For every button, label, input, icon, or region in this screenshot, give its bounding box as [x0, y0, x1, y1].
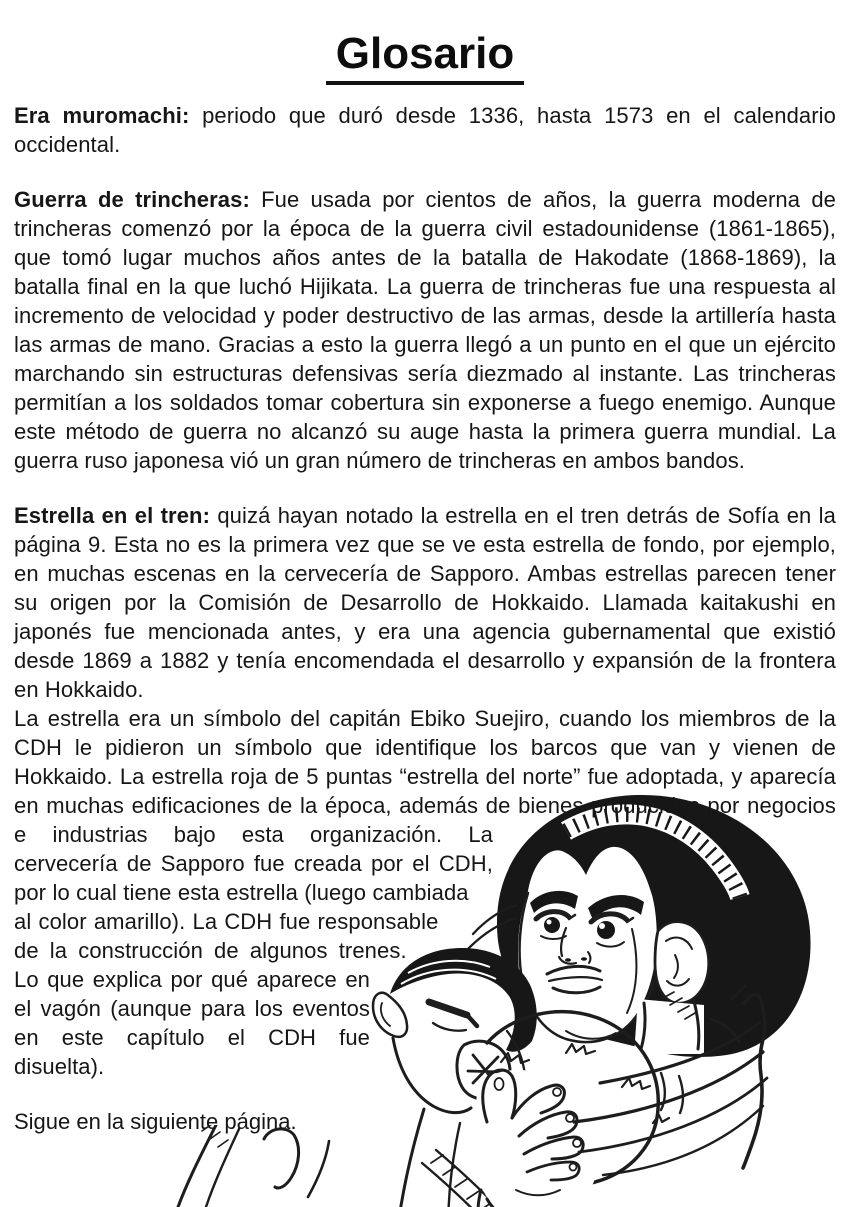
entry-definition: Fue usada por cientos de años, la guerra moderna de trincheras comenzó por la época de la guerra civil estadounidense (1861-1865), que tomó lugar muchos años antes de la batalla de Hakodate (1868-1869), la batalla final en la que luchó Hijikata. La guerra de trincheras fue una respuesta al incremento de velocidad y poder destructivo de las armas, desde la artillería hasta las armas de mano. Gracias a esto la guerra llegó a un punto en el que un ejército marchando sin estructuras defensivas sería diezmado al instante. Las trincheras permitían a los soldados tomar cobertura sin exponerse a fuego enemigo. Aunque este método de guerra no alcanzó su auge hasta la primera guerra mundial. La guerra ruso japonesa vió un gran número de trincheras en ambos bandos. [14, 186, 836, 473]
entry-definition-part1: quizá hayan notado la estrella en el tren detrás de Sofía en la página 9. Esta no es la primera vez que se ve esta estrella de fondo, por ejemplo, en muchas escenas en la cervecería de Sapporo. Ambas estrellas parecen tener su origen por la Comisión de Desarrollo de Hokkaido. Llamada kaitakushi en japonés fue mencionada antes, y era una agencia gubernamental que existió desde 1869 a 1882 y tenía encomendada el desarrollo y expansión de la frontera en Hokkaido. [14, 502, 836, 702]
entry-term: Estrella en el tren: [14, 502, 211, 528]
glossary-entry-estrella-en-el-tren [14, 501, 836, 1081]
entry-definition: periodo que duró desde 1336, hasta 1573 en el calendario occidental. [14, 102, 836, 157]
entry-term: Era muromachi: [14, 102, 190, 128]
glossary-entry-era-muromachi [14, 101, 836, 159]
big-ear [655, 921, 709, 1003]
page-title-text: Glosario [326, 30, 525, 85]
glossary-entry-guerra-de-trincheras [14, 185, 836, 475]
entry-definition-part2-before: La estrella era un símbolo del capitán Ebiko Suejiro, cuando los miembros de la CDH le pidieron un símbolo que identifique los barcos que van y vienen de Hokkaido. La estrella roja de 5 puntas “estrella del norte” fue adoptada, y aparecía en muchas [14, 705, 836, 818]
right-pupil [597, 921, 615, 939]
entry-term: Guerra de trincheras: [14, 186, 250, 212]
page-title [14, 30, 836, 85]
continuation-note: Sigue en la siguiente página. [14, 1108, 297, 1134]
small-ear [373, 992, 407, 1036]
manga-illustration-arm [140, 1125, 370, 1207]
left-pupil [544, 917, 560, 933]
entry-definition-part2-after: edificaciones de la época, además de bienes producidos por negocios e industrias bajo esta organización. La cervecería de Sapporo fue creada por el CDH, por lo cual tiene esta estrella (luego cambiada al color amarillo). La CDH fue responsable de la construcción de algunos trenes. Lo que explica por qué aparece en el vagón (aunque para los eventos en este capítulo el CDH fue disuelta). [14, 792, 836, 1079]
